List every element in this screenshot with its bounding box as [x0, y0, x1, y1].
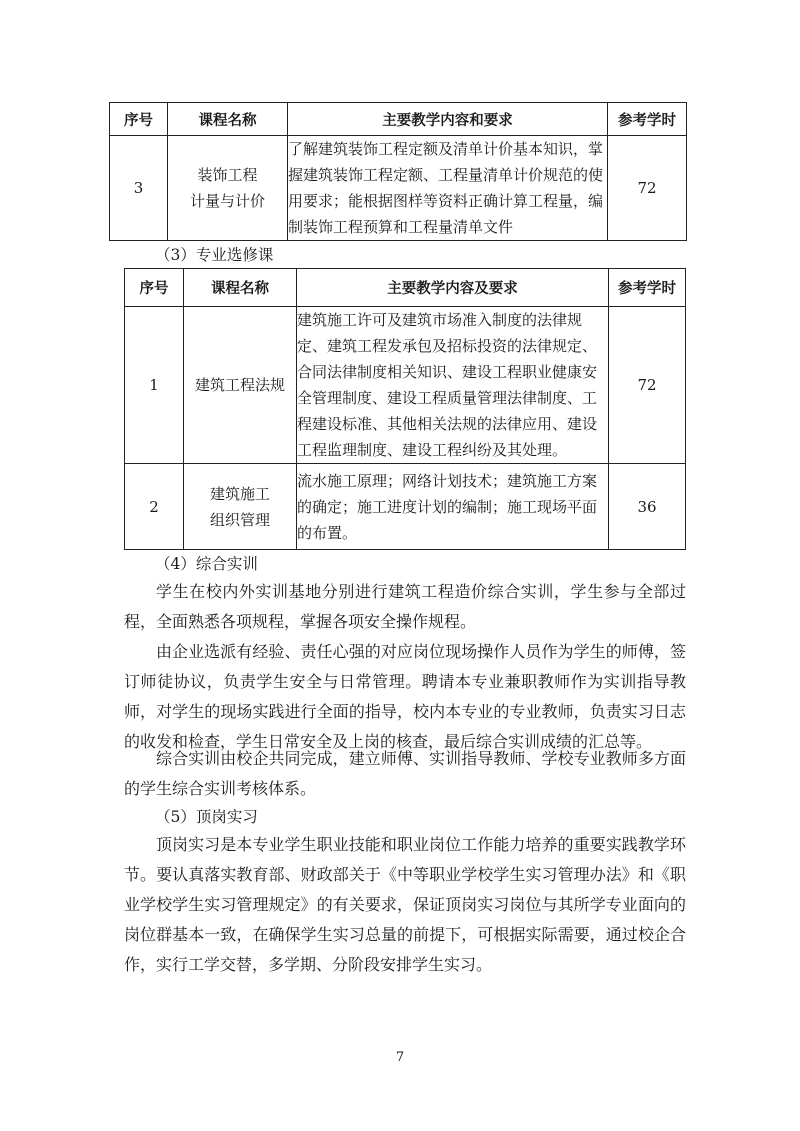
- header-hours: 参考学时: [608, 103, 687, 136]
- course-table-electives: [124, 268, 686, 550]
- paragraph: 顶岗实习是本专业学生职业技能和职业岗位工作能力培养的重要实践教学环节。要认真落实教育部、财政部关于《中等职业学校学生实习管理办法》和《职业学校学生实习管理规定》的有关要求，保证顶岗实习岗位与其所学专业面向的岗位群基本一致，在确保学生实习总量的前提下，可根据实际需要，通过校企合作，实行工学交替，多学期、分阶段安排学生实习。: [124, 835, 686, 974]
- header-number: 序号: [125, 269, 184, 307]
- header-hours: 参考学时: [609, 269, 686, 307]
- table-row: [125, 464, 686, 550]
- row-number: 2: [125, 464, 184, 550]
- table-row: [125, 307, 686, 464]
- section-heading-electives: （3）专业选修课: [155, 246, 274, 264]
- header-content: 主要教学内容及要求: [297, 269, 609, 307]
- page-number: 7: [395, 1050, 405, 1065]
- course-name-line: 装饰工程: [197, 166, 258, 184]
- course-name: [168, 136, 288, 241]
- header-number: 序号: [110, 103, 168, 136]
- table-header-row: [125, 269, 686, 307]
- paragraph: 学生在校内外实训基地分别进行建筑工程造价综合实训，学生参与全部过程，全面熟悉各项规程，掌握各项安全操作规程。: [124, 582, 686, 631]
- header-course-name: 课程名称: [168, 103, 288, 136]
- course-hours: 36: [609, 464, 686, 550]
- paragraph: 由企业选派有经验、责任心强的对应岗位现场操作人员作为学生的师傅，签订师徒协议，负责学生安全与日常管理。聘请本专业兼职教师作为实训指导教师，对学生的现场实践进行全面的指导，校内本专业的专业教师，负责实习日志的收发和检查，学生日常安全及上岗的核查，最后综合实训成绩的汇总等。: [124, 642, 686, 751]
- section-heading-internship: （5）顶岗实习: [155, 808, 258, 826]
- header-course-name: 课程名称: [184, 269, 297, 307]
- course-table-core: [109, 102, 687, 241]
- row-number: 1: [125, 307, 184, 464]
- header-content: 主要教学内容和要求: [288, 103, 608, 136]
- course-hours: 72: [608, 136, 687, 241]
- course-content: 建筑施工许可及建筑市场准入制度的法律规定、建筑工程发承包及招标投资的法律规定、合同法律制度相关知识、建设工程职业健康安全管理制度、建设工程质量管理法律制度、工程建设标准、其他相关法规的法律应用、建设工程监理制度、建设工程纠纷及其处理。: [297, 307, 609, 464]
- course-content: 了解建筑装饰工程定额及清单计价基本知识，掌握建筑装饰工程定额、工程量清单计价规范的使用要求；能根据图样等资料正确计算工程量，编制装饰工程预算和工程量清单文件: [288, 136, 608, 241]
- course-name-line: 计量与计价: [189, 192, 265, 210]
- course-name-line: 建筑工程法规: [194, 376, 285, 394]
- table-row: [110, 136, 687, 241]
- course-content: 流水施工原理；网络计划技术；建筑施工方案的确定；施工进度计划的编制；施工现场平面的布置。: [297, 464, 609, 550]
- section-heading-training: （4）综合实训: [155, 555, 258, 573]
- course-name: [184, 464, 297, 550]
- course-hours: 72: [609, 307, 686, 464]
- course-name-line: 建筑施工: [209, 484, 270, 503]
- table-header-row: [110, 103, 687, 136]
- row-number: 3: [110, 136, 168, 241]
- paragraph: 综合实训由校企共同完成，建立师傅、实训指导教师、学校专业教师多方面的学生综合实训考核体系。: [124, 749, 686, 798]
- course-name: [184, 307, 297, 464]
- course-name-line: 组织管理: [209, 510, 270, 529]
